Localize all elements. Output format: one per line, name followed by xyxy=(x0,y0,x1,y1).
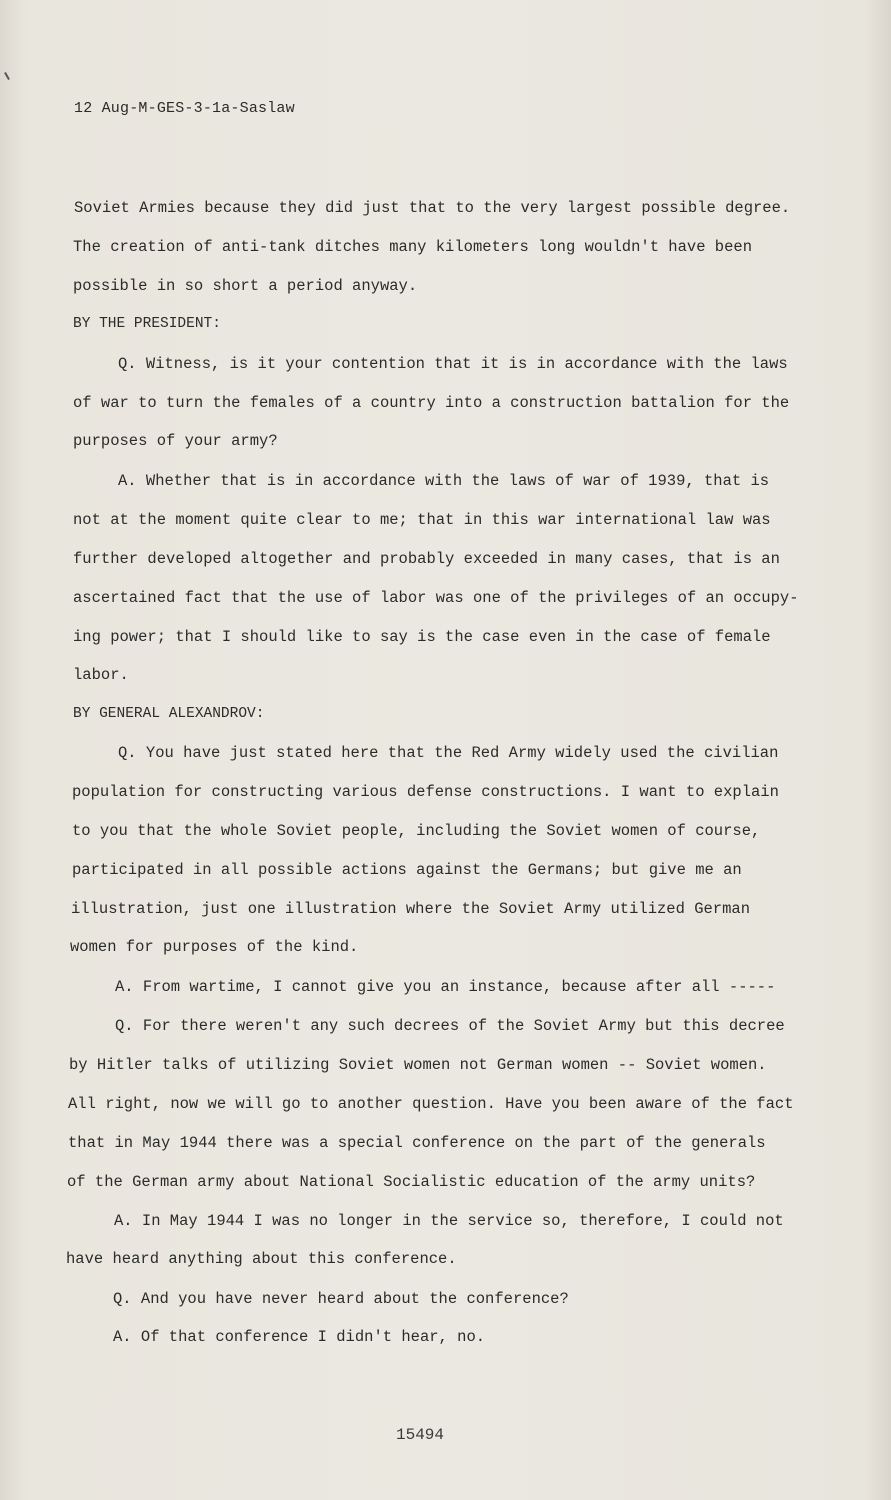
text-line: further developed altogether and probably exceeded in many cases, that is an xyxy=(73,550,780,568)
text-line: that in May 1944 there was a special conference on the part of the generals xyxy=(68,1134,766,1152)
text-line: Q. You have just stated here that the Red Army widely used the civilian xyxy=(118,744,779,762)
text-line: not at the moment quite clear to me; that in this war international law was xyxy=(73,511,771,529)
text-line: A. Of that conference I didn't hear, no. xyxy=(113,1328,486,1346)
text-line: The creation of anti-tank ditches many kilometers long wouldn't have been xyxy=(73,238,753,256)
text-line: have heard anything about this conference. xyxy=(66,1250,457,1268)
text-line: of the German army about National Socialistic education of the army units? xyxy=(67,1173,756,1191)
margin-mark xyxy=(4,72,10,80)
text-line: women for purposes of the kind. xyxy=(70,938,359,956)
text-line: to you that the whole Soviet people, including the Soviet women of course, xyxy=(72,822,761,840)
text-line: ascertained fact that the use of labor was one of the privileges of an occupy- xyxy=(73,589,799,607)
text-line: A. Whether that is in accordance with the laws of war of 1939, that is xyxy=(118,472,770,490)
text-line: population for constructing various defense constructions. I want to explain xyxy=(72,783,779,801)
text-line: Q. Witness, is it your contention that it is in accordance with the laws xyxy=(118,355,788,373)
text-line: Q. And you have never heard about the conference? xyxy=(113,1290,569,1308)
text-line: participated in all possible actions against the Germans; but give me an xyxy=(72,861,742,879)
speaker-heading: BY THE PRESIDENT: xyxy=(73,316,221,332)
text-line: A. From wartime, I cannot give you an instance, because after all ----- xyxy=(115,978,776,996)
text-line: of war to turn the females of a country into a construction battalion for the xyxy=(73,394,790,412)
text-line: purposes of your army? xyxy=(73,432,278,450)
text-line: illustration, just one illustration where the Soviet Army utilized German xyxy=(71,900,751,918)
text-line: A. In May 1944 I was no longer in the service so, therefore, I could not xyxy=(114,1212,784,1230)
text-line: Soviet Armies because they did just that to the very largest possible degree. xyxy=(74,199,791,217)
text-line: by Hitler talks of utilizing Soviet women not German women -- Soviet women. xyxy=(69,1056,767,1074)
page-number: 15494 xyxy=(396,1426,445,1444)
speaker-heading: BY GENERAL ALEXANDROV: xyxy=(73,706,265,722)
text-line: ing power; that I should like to say is the case even in the case of female xyxy=(73,628,771,646)
text-line: labor. xyxy=(73,666,129,684)
text-line: Q. For there weren't any such decrees of the Soviet Army but this decree xyxy=(115,1017,785,1035)
document-header: 12 Aug-M-GES-3-1a-Saslaw xyxy=(74,100,295,117)
text-line: possible in so short a period anyway. xyxy=(73,277,418,295)
text-line: All right, now we will go to another question. Have you been aware of the fact xyxy=(68,1095,794,1113)
